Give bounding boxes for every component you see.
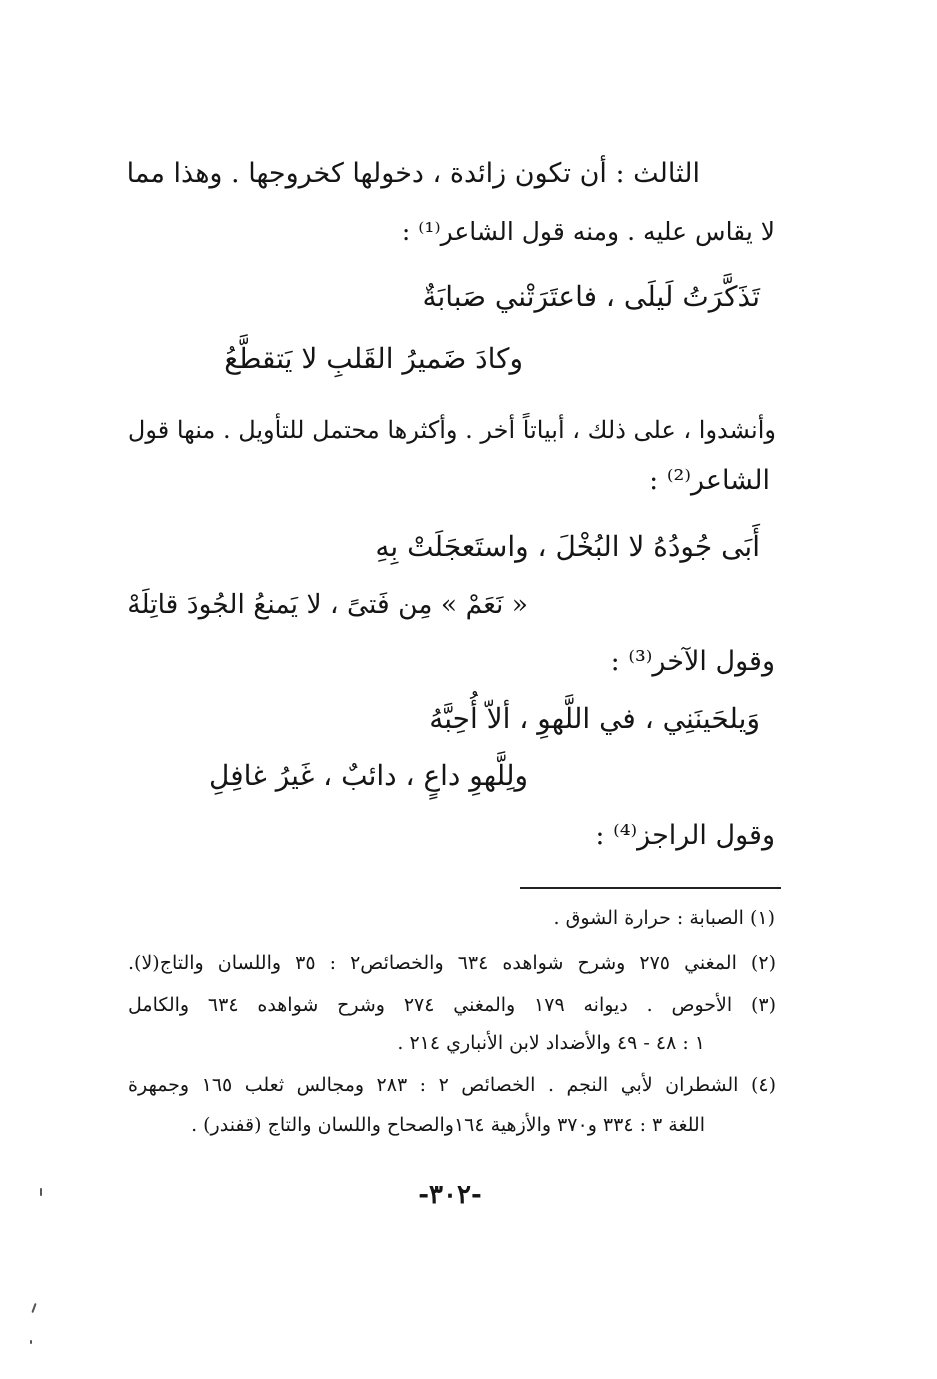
scan-speck bbox=[40, 1188, 42, 1196]
page-number: -٣٠٢- bbox=[418, 1180, 482, 1210]
verse-1-first-hemistich: تَذَكَّرَتُ لَيلَى ، فاعتَرَتْني صَبابَةٌ bbox=[422, 280, 760, 313]
verse-1-second-hemistich: وكادَ ضَميرُ القَلبِ لا يَتقطَّعُ bbox=[224, 342, 523, 375]
paragraph-line-2: لا يقاس عليه . ومنه قول الشاعر⁽¹⁾ : bbox=[401, 217, 775, 246]
paragraph-line-6: وقول الراجز⁽⁴⁾ : bbox=[595, 820, 775, 851]
footnote-4-line-1: (٤) الشطران لأبي النجم . الخصائص ٢ : ٢٨٣ ومجالس ثعلب ١٦٥ وجمهرة bbox=[128, 1074, 777, 1096]
paragraph-line-5: وقول الآخر⁽³⁾ : bbox=[610, 646, 775, 677]
footnote-2: (٢) المغني ٢٧٥ وشرح شواهده ٦٣٤ والخصائص٢ : ٣٥ واللسان والتاج(لا). bbox=[128, 952, 776, 974]
footnote-3-line-2: ١ : ٤٨ - ٤٩ والأضداد لابن الأنباري ٢١٤ . bbox=[397, 1032, 705, 1054]
footnote-3-line-1: (٣) الأحوص . ديوانه ١٧٩ والمغني ٢٧٤ وشرح شواهده ٦٣٤ والكامل bbox=[128, 994, 776, 1016]
verse-2-second-hemistich: « نَعَمْ » مِن فَتىً ، لا يَمنعُ الجُودَ قاتِلَهْ bbox=[127, 589, 528, 620]
scan-speck bbox=[30, 1340, 32, 1344]
verse-3-first-hemistich: وَيلحَينَنِي ، في اللَّهوِ ، ألاّ أُحِبَّهُ bbox=[429, 702, 760, 735]
footnote-divider bbox=[520, 887, 781, 889]
paragraph-line-1: الثالث : أن تكون زائدة ، دخولها كخروجها . وهذا مما bbox=[126, 158, 700, 189]
scan-speck bbox=[31, 1303, 36, 1313]
verse-3-second-hemistich: ولِلَّهوِ داعٍ ، دائبٌ ، غَيرُ غافِلِ bbox=[209, 759, 528, 792]
footnote-4-line-2: اللغة ٣ : ٣٣٤ و٣٧٠ والأزهية ١٦٤والصحاح واللسان والتاج (قفندر) . bbox=[191, 1114, 705, 1136]
verse-2-first-hemistich: أَبَى جُودُهُ لا البُخْلَ ، واستَعجَلَتْ بِهِ bbox=[375, 530, 760, 563]
paragraph-line-3: وأنشدوا ، على ذلك ، أبياتاً أخر . وأكثرها محتمل للتأويل . منها قول bbox=[127, 416, 776, 444]
paragraph-line-4: الشاعر⁽²⁾ : bbox=[649, 465, 770, 496]
footnote-1: (١) الصبابة : حرارة الشوق . bbox=[553, 907, 775, 929]
